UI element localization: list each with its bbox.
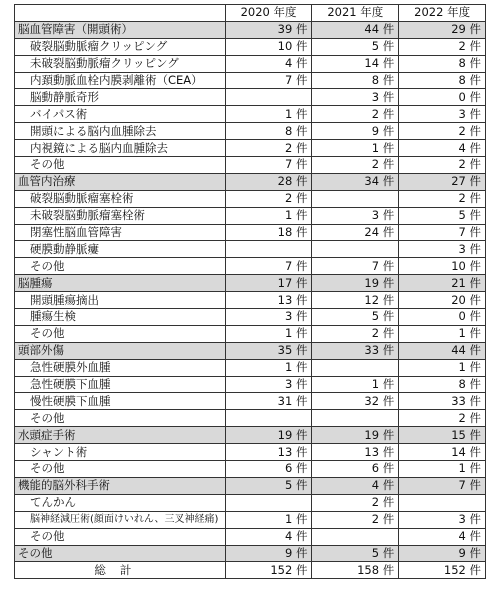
surgery-stats-table-container [14, 4, 486, 579]
value-2021: 158 件 [312, 562, 399, 579]
table-row [15, 55, 486, 72]
row-label: 未破裂脳動脈瘤塞栓術 [15, 207, 226, 224]
row-label: その他 [15, 325, 226, 342]
value-2021: 5 件 [312, 545, 399, 562]
value-2022: 8 件 [399, 55, 486, 72]
table-row [15, 461, 486, 478]
value-2021: 5 件 [312, 309, 399, 326]
row-label: 破裂脳動脈瘤塞栓術 [15, 190, 226, 207]
category-row [15, 342, 486, 359]
table-row [15, 241, 486, 258]
value-2021: 19 件 [312, 275, 399, 292]
row-label: てんかん [15, 494, 226, 511]
value-2022: 1 件 [399, 461, 486, 478]
table-row [15, 359, 486, 376]
value-2022: 7 件 [399, 224, 486, 241]
value-2021: 1 件 [312, 140, 399, 157]
value-2020: 1 件 [225, 359, 312, 376]
value-2022: 4 件 [399, 140, 486, 157]
table-row [15, 511, 486, 528]
value-2021: 3 件 [312, 207, 399, 224]
row-label: 血管内治療 [15, 173, 226, 190]
value-2022: 4 件 [399, 528, 486, 545]
category-row [15, 275, 486, 292]
value-2020: 9 件 [225, 545, 312, 562]
value-2022: 8 件 [399, 376, 486, 393]
value-2021: 19 件 [312, 427, 399, 444]
table-body [15, 21, 486, 578]
row-label: 機能的脳外科手術 [15, 477, 226, 494]
value-2022: 0 件 [399, 309, 486, 326]
row-label: その他 [15, 461, 226, 478]
table-row [15, 89, 486, 106]
value-2020: 7 件 [225, 72, 312, 89]
table-row [15, 258, 486, 275]
value-2022: 3 件 [399, 511, 486, 528]
table-row [15, 444, 486, 461]
table-row [15, 309, 486, 326]
value-2021: 8 件 [312, 72, 399, 89]
value-2020 [225, 410, 312, 427]
value-2020: 152 件 [225, 562, 312, 579]
value-2022: 27 件 [399, 173, 486, 190]
value-2021: 2 件 [312, 157, 399, 174]
value-2020: 4 件 [225, 55, 312, 72]
value-2021: 4 件 [312, 477, 399, 494]
value-2020: 31 件 [225, 393, 312, 410]
value-2022: 9 件 [399, 545, 486, 562]
table-row [15, 157, 486, 174]
value-2020: 13 件 [225, 444, 312, 461]
row-label: 破裂脳動脈瘤クリッピング [15, 38, 226, 55]
table-row [15, 528, 486, 545]
row-label: その他 [15, 258, 226, 275]
value-2022: 5 件 [399, 207, 486, 224]
value-2020: 6 件 [225, 461, 312, 478]
value-2021: 2 件 [312, 511, 399, 528]
value-2021: 12 件 [312, 292, 399, 309]
value-2022: 29 件 [399, 21, 486, 38]
value-2021 [312, 410, 399, 427]
table-row [15, 207, 486, 224]
value-2020: 1 件 [225, 511, 312, 528]
value-2021: 14 件 [312, 55, 399, 72]
row-label: 腫瘍生検 [15, 309, 226, 326]
row-label: 内視鏡による脳内血腫除去 [15, 140, 226, 157]
table-row [15, 106, 486, 123]
value-2020: 13 件 [225, 292, 312, 309]
row-label: その他 [15, 528, 226, 545]
value-2020: 19 件 [225, 427, 312, 444]
row-label: その他 [15, 157, 226, 174]
table-row [15, 494, 486, 511]
header-2022: 2022 年度 [399, 5, 486, 22]
value-2021: 2 件 [312, 325, 399, 342]
value-2020: 2 件 [225, 190, 312, 207]
value-2022: 21 件 [399, 275, 486, 292]
value-2022: 20 件 [399, 292, 486, 309]
table-row [15, 224, 486, 241]
row-label: その他 [15, 410, 226, 427]
value-2022: 152 件 [399, 562, 486, 579]
value-2020: 1 件 [225, 325, 312, 342]
value-2020: 35 件 [225, 342, 312, 359]
value-2021: 1 件 [312, 376, 399, 393]
table-row [15, 140, 486, 157]
row-label: 内頚動脈血栓内膜剥離術（CEA） [15, 72, 226, 89]
value-2020: 2 件 [225, 140, 312, 157]
row-label: 未破裂脳動脈瘤クリッピング [15, 55, 226, 72]
category-row [15, 173, 486, 190]
row-label: 硬膜動静脈瘻 [15, 241, 226, 258]
value-2020 [225, 89, 312, 106]
value-2020: 17 件 [225, 275, 312, 292]
table-row [15, 190, 486, 207]
row-label: 急性硬膜外血腫 [15, 359, 226, 376]
value-2020: 39 件 [225, 21, 312, 38]
value-2022: 15 件 [399, 427, 486, 444]
value-2021: 3 件 [312, 89, 399, 106]
table-row [15, 376, 486, 393]
row-label: 脳動静脈奇形 [15, 89, 226, 106]
value-2022: 0 件 [399, 89, 486, 106]
value-2022: 10 件 [399, 258, 486, 275]
value-2021: 2 件 [312, 494, 399, 511]
value-2021 [312, 359, 399, 376]
value-2022: 1 件 [399, 325, 486, 342]
category-row [15, 21, 486, 38]
value-2020: 4 件 [225, 528, 312, 545]
category-row [15, 427, 486, 444]
row-label: 脳腫瘍 [15, 275, 226, 292]
table-row [15, 325, 486, 342]
value-2021: 24 件 [312, 224, 399, 241]
value-2021: 13 件 [312, 444, 399, 461]
row-label: 慢性硬膜下血腫 [15, 393, 226, 410]
value-2021: 7 件 [312, 258, 399, 275]
value-2022: 3 件 [399, 106, 486, 123]
value-2022: 8 件 [399, 72, 486, 89]
value-2020: 3 件 [225, 309, 312, 326]
value-2020: 18 件 [225, 224, 312, 241]
row-label: 総計 [15, 562, 226, 579]
table-row [15, 38, 486, 55]
row-label: 頭部外傷 [15, 342, 226, 359]
value-2022: 2 件 [399, 157, 486, 174]
value-2022: 1 件 [399, 359, 486, 376]
header-row [15, 5, 486, 22]
table-row [15, 393, 486, 410]
value-2022: 14 件 [399, 444, 486, 461]
value-2021 [312, 528, 399, 545]
value-2022 [399, 494, 486, 511]
value-2021: 33 件 [312, 342, 399, 359]
row-label: 水頭症手術 [15, 427, 226, 444]
value-2020: 1 件 [225, 106, 312, 123]
row-label: 開頭腫瘍摘出 [15, 292, 226, 309]
row-label: 開頭による脳内血腫除去 [15, 123, 226, 140]
value-2022: 2 件 [399, 410, 486, 427]
value-2020: 28 件 [225, 173, 312, 190]
value-2021: 44 件 [312, 21, 399, 38]
value-2020: 5 件 [225, 477, 312, 494]
row-label: バイパス術 [15, 106, 226, 123]
value-2022: 44 件 [399, 342, 486, 359]
value-2020: 8 件 [225, 123, 312, 140]
value-2020: 3 件 [225, 376, 312, 393]
header-2021: 2021 年度 [312, 5, 399, 22]
value-2020: 7 件 [225, 157, 312, 174]
value-2021: 32 件 [312, 393, 399, 410]
table-row [15, 123, 486, 140]
value-2020: 10 件 [225, 38, 312, 55]
value-2021: 9 件 [312, 123, 399, 140]
value-2022: 2 件 [399, 38, 486, 55]
header-blank [15, 5, 226, 22]
header-2020: 2020 年度 [225, 5, 312, 22]
table-row [15, 72, 486, 89]
surgery-stats-table [14, 4, 486, 579]
value-2021 [312, 190, 399, 207]
value-2022: 2 件 [399, 190, 486, 207]
row-label: 脳神経減圧術(顔面けいれん、三叉神経痛) [15, 511, 226, 528]
value-2021 [312, 241, 399, 258]
value-2022: 3 件 [399, 241, 486, 258]
row-label: 脳血管障害（開頭術） [15, 21, 226, 38]
total-row [15, 562, 486, 579]
row-label: 閉塞性脳血管障害 [15, 224, 226, 241]
value-2021: 6 件 [312, 461, 399, 478]
table-row [15, 410, 486, 427]
table-row [15, 292, 486, 309]
value-2020 [225, 494, 312, 511]
row-label: その他 [15, 545, 226, 562]
value-2022: 33 件 [399, 393, 486, 410]
value-2020 [225, 241, 312, 258]
value-2021: 34 件 [312, 173, 399, 190]
value-2021: 2 件 [312, 106, 399, 123]
value-2022: 7 件 [399, 477, 486, 494]
row-label: 急性硬膜下血腫 [15, 376, 226, 393]
value-2021: 5 件 [312, 38, 399, 55]
category-row [15, 477, 486, 494]
value-2020: 1 件 [225, 207, 312, 224]
category-row [15, 545, 486, 562]
value-2020: 7 件 [225, 258, 312, 275]
row-label: シャント術 [15, 444, 226, 461]
value-2022: 2 件 [399, 123, 486, 140]
